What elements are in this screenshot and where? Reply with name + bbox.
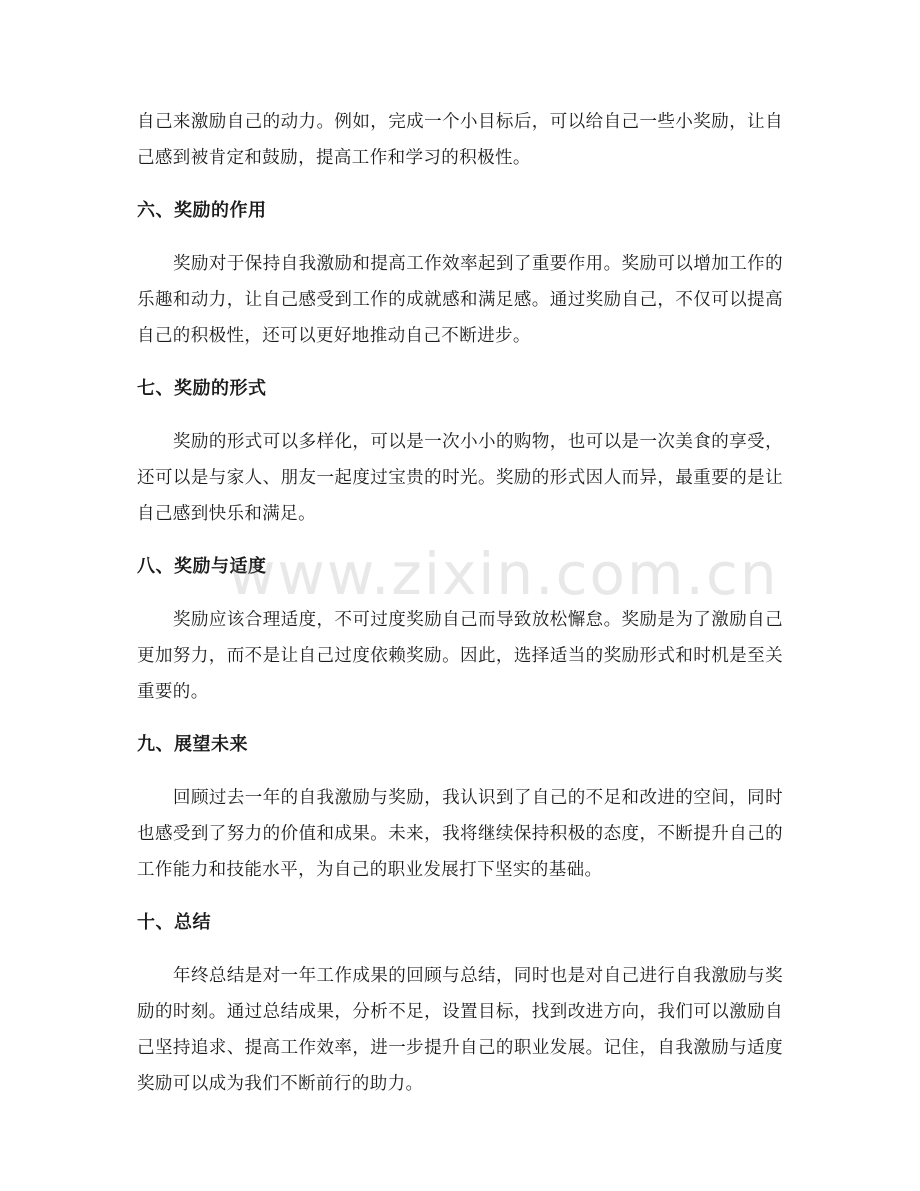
- section-heading-7: 七、奖励的形式: [137, 378, 267, 399]
- document-content: [137, 104, 783, 1102]
- section-heading-8: 八、奖励与适度: [137, 556, 267, 577]
- section-heading-6: 六、奖励的作用: [137, 200, 267, 221]
- section-heading-9: 九、展望未来: [137, 734, 248, 755]
- section-heading-10: 十、总结: [137, 912, 211, 933]
- section-body-10: 年终总结是对一年工作成果的回顾与总结，同时也是对自己进行自我激励与奖励的时刻。通过总结成果，分析不足，设置目标，找到改进方向，我们可以激励自己坚持追求、提高工作效率，进一步提升自己的职业发展。记住，自我激励与适度奖励可以成为我们不断前行的助力。: [137, 966, 783, 1094]
- section-body-6: 奖励对于保持自我激励和提高工作效率起到了重要作用。奖励可以增加工作的乐趣和动力，让自己感受到工作的成就感和满足感。通过奖励自己，不仅可以提高自己的积极性，还可以更好地推动自己不断进步。: [137, 254, 783, 346]
- intro-paragraph: 自己来激励自己的动力。例如，完成一个小目标后，可以给自己一些小奖励，让自己感到被肯定和鼓励，提高工作和学习的积极性。: [137, 112, 783, 168]
- section-body-9: 回顾过去一年的自我激励与奖励，我认识到了自己的不足和改进的空间，同时也感受到了努力的价值和成果。未来，我将继续保持积极的态度，不断提升自己的工作能力和技能水平，为自己的职业发展打下坚实的基础。: [137, 788, 783, 880]
- section-body-7: 奖励的形式可以多样化，可以是一次小小的购物，也可以是一次美食的享受，还可以是与家人、朋友一起度过宝贵的时光。奖励的形式因人而异，最重要的是让自己感到快乐和满足。: [137, 432, 783, 524]
- watermark-text: www.zixin.com.cn: [228, 540, 779, 608]
- section-body-8: 奖励应该合理适度，不可过度奖励自己而导致放松懈怠。奖励是为了激励自己更加努力，而不是让自己过度依赖奖励。因此，选择适当的奖励形式和时机是至关重要的。: [137, 610, 783, 702]
